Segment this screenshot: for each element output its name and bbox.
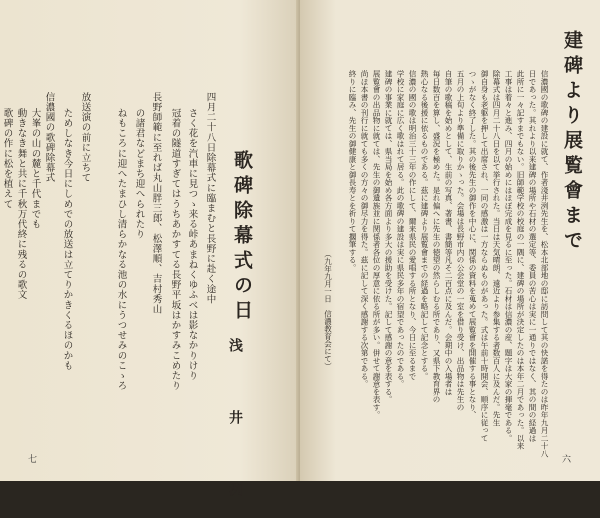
prose-line: 工事は着々と進み、四月の始めにはほぼ完成を見るに至った。石材は信濃の産、題字は大家の揮毫である。 [504,70,514,442]
prose-line: 此所に一々記すまでもない。旧師範学校の校庭の一隅に、建碑の場所が決定したのは本年二月であった。以来 [516,70,526,450]
prose-line: 御自身も老躯を押して出席され、一同の感激は一方ならぬものがあった。式は午前十時開会、順序に従って [480,70,490,442]
poem-line: 大峯の山の麓と千代までも [29,108,41,230]
prose-line: 信濃國の歌碑の建設に就て、作者淺井洌先生を、松本北部地の邸に訪問して其の快諾を得たのは昨年九月二十八 [540,70,550,458]
prose-line: 五月の上旬より準備に取りかゝった。会場は長野市内の公会堂の一室を借り受け、出品物は先生の [456,70,466,411]
poem-line: ためしなき今日にしめでの放送は立てりかきくるほのかも [61,108,73,371]
author-name: 浅 井 洌 [227,338,243,518]
prose-line: 日であった。其れより以来建碑の場所や石材の選定等、委員の苦心は実に一通りではなく、其の間の経過は [528,70,538,442]
right-page [300,0,600,481]
poem-line: 動きなき舞と共に千秋万代終に残るの歌文 [15,108,27,300]
page-number: 七 [28,455,38,465]
date-note: （九年九月一日 信濃教育会にて） [323,250,333,370]
prose-line: 自筆の歌稿を始めとして、生前の写真、著書、書簡等凡そ二百点に及んだ。会期中の入場者は [444,70,454,396]
prose-line: 信濃の國の歌は明治三十三年の作にして、爾来県民の愛唱する所となり、今日に至るまで [408,70,418,380]
article-title: 建碑より展覧會まで [561,30,583,255]
prose-line: 学校に家庭に広く歌はれて居る。此の歌碑の建設は実に県民多年の宿望であったのである。 [396,70,406,388]
poem-line: さく花を汽車に見つゝ来る峠あまねくゆふべは影なかりけり [186,108,198,381]
prose-line: 尚ほ本書の刊行に就ても多くの方々の御尽力を得た。茲に記して深く感謝する次第である。 [360,70,370,388]
poem-line: 放送演の前に立ちて [79,92,91,183]
poem-line: の諸君などまち迎へられたり [133,108,145,240]
prose-line: 建碑の事業に就ては、県当局を始め各方面より多大の援助を受けた。記して感謝の意を表する。 [384,70,394,404]
poem-line: 長野師範に至れば丸山胖三郎、松澤順、吉村秀山 [150,92,162,315]
prose-line: 除幕式は四月二十八日を以て挙行された。当日は天気晴朗、遠近より参集する者数百人に及んだ。先生 [492,70,502,427]
poem-line: ねもころに迎へたまひし清らかなる池の水にうつせみのこゝろ [115,108,127,391]
prose-line: 終りに臨み、先生の御健康と御長寿とを祈りて擱筆する。 [348,70,358,272]
poem-line: 冠着の隧道すぎてはうちあかすてる長野平坂はかすみこめたり [169,108,181,391]
prose-line: つゝがなく終了した。其の後先生の御作を中心に、関係の資料を蒐めて展覧會を開催する事となり、 [468,70,478,419]
poem-line: 歌碑の作に松を植えて [1,108,13,209]
prose-line: 熱心なる後援に依るものである。茲に建碑より展覧會までの経過を略記して記念とする。 [420,70,430,380]
page-number: 六 [562,455,572,465]
poem-line: 四月二十八日除幕式に臨まむと長野に赴く途中 [204,92,216,305]
prose-line: 毎日数百を算し、盛況を極めた。是れ偏へに先生の徳望の然らしむる所であり、又県下教育界の [432,70,442,404]
prose-line: 展覧會の出品物に就ては、先生の御遺族並に関係者各位の厚意に依る所が多い。併せて謝意を表す。 [372,70,382,419]
article-title: 歌碑除幕式の日 [231,150,253,325]
poem-line: 信濃國の歌碑除幕式 [43,92,55,183]
